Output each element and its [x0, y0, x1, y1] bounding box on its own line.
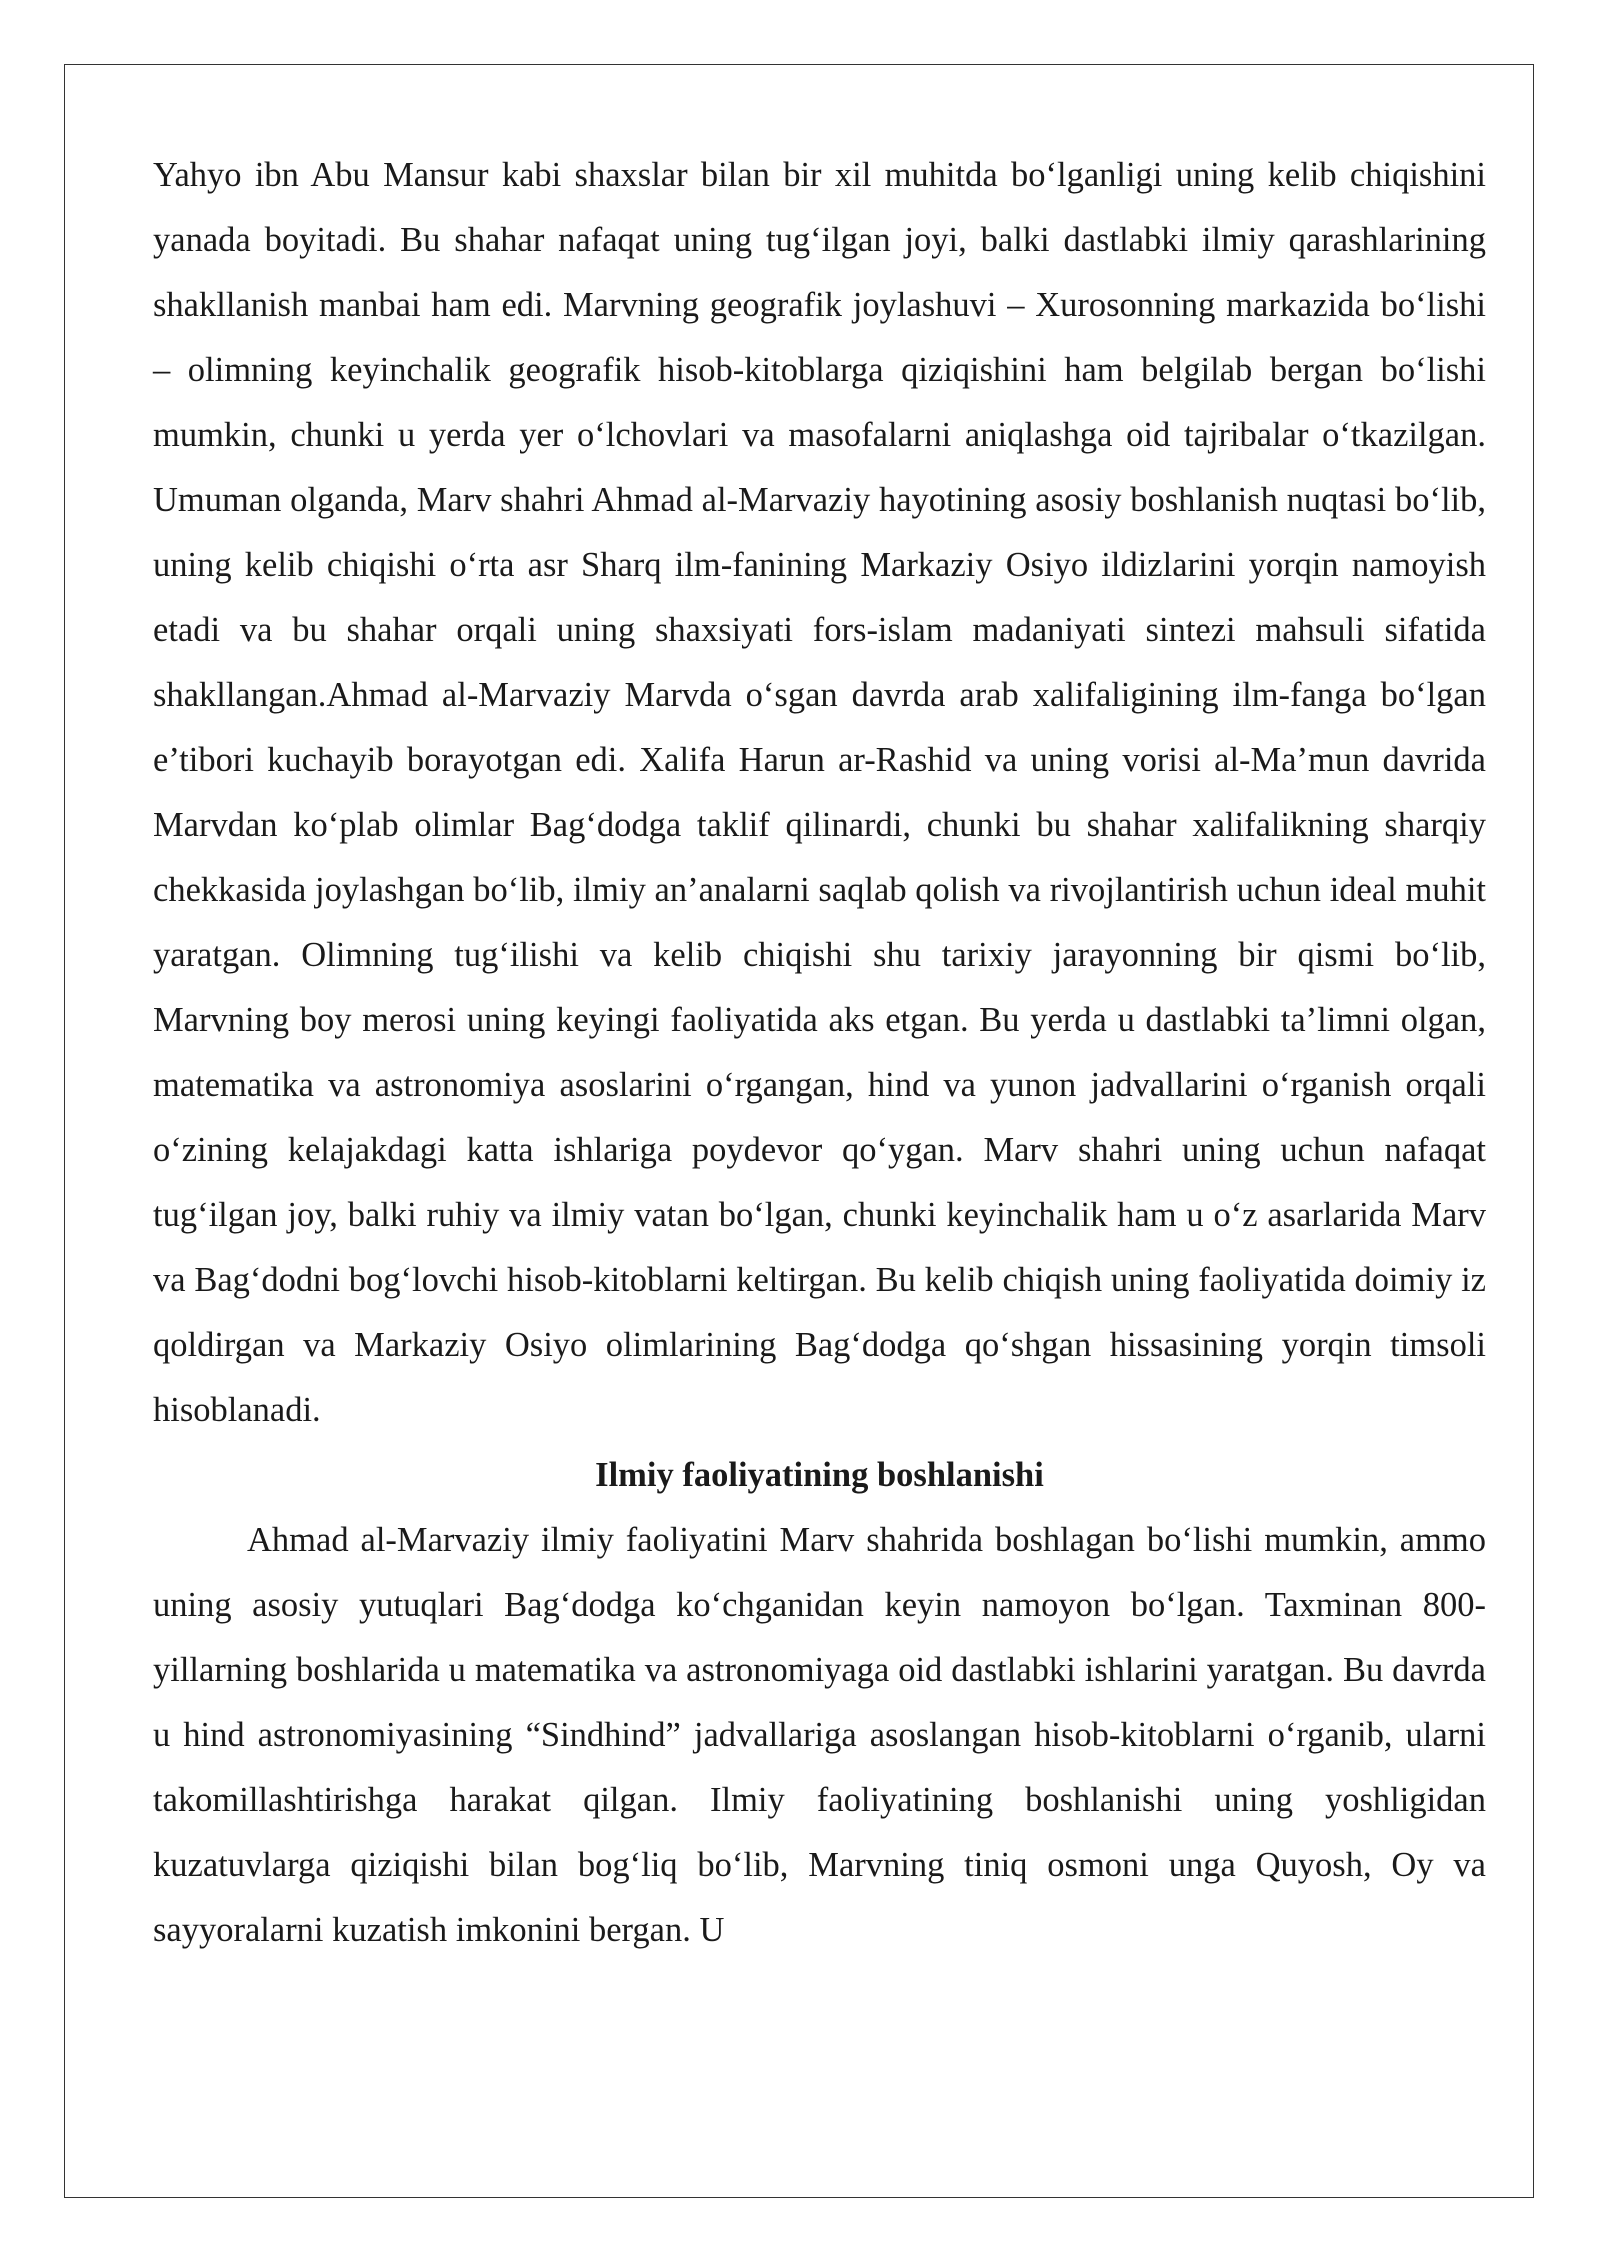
paragraph-scientific-beginnings: Ahmad al-Marvaziy ilmiy faoliyatini Marv shahrida boshlagan bo‘lishi mumkin, ammo uning asosiy yutuqlari Bag‘dodga ko‘chganidan keyin namoyon bo‘lgan. Taxminan 800-yillarning boshlarida u matematika va astronomiyaga oid dastlabki ishlarini yaratgan. Bu davrda u hind astronomiyasining “Sindhind” jadvallariga asoslangan hisob-kitoblarni o‘rganib, ularni takomillashtirishga harakat qilgan. Ilmiy faoliyatining boshlanishi uning yoshligidan kuzatuvlarga qiziqishi bilan bog‘liq bo‘lib, Marvning tiniq osmoni unga Quyosh, Oy va sayyoralarni kuzatish imkonini bergan. U: [153, 1521, 1486, 1949]
paragraph-marv-origins: Yahyo ibn Abu Mansur kabi shaxslar bilan bir xil muhitda bo‘lganligi uning kelib chiqishini yanada boyitadi. Bu shahar nafaqat uning tug‘ilgan joyi, balki dastlabki ilmiy qarashlarining shakllanish manbai ham edi. Marvning geografik joylashuvi – Xurosonning markazida bo‘lishi – olimning keyinchalik geografik hisob-kitoblarga qiziqishini ham belgilab bergan bo‘lishi mumkin, chunki u yerda yer o‘lchovlari va masofalarni aniqlashga oid tajribalar o‘tkazilgan. Umuman olganda, Marv shahri Ahmad al-Marvaziy hayotining asosiy boshlanish nuqtasi bo‘lib, uning kelib chiqishi o‘rta asr Sharq ilm-fanining Markaziy Osiyo ildizlarini yorqin namoyish etadi va bu shahar orqali uning shaxsiyati fors-islam madaniyati sintezi mahsuli sifatida shakllangan.Ahmad al-Marvaziy Marvda o‘sgan davrda arab xalifaligining ilm-fanga bo‘lgan e’tibori kuchayib borayotgan edi. Xalifa Harun ar-Rashid va uning vorisi al-Ma’mun davrida Marvdan ko‘plab olimlar Bag‘dodga taklif qilinardi, chunki bu shahar xalifalikning sharqiy chekkasida joylashgan bo‘lib, ilmiy an’analarni saqlab qolish va rivojlantirish uchun ideal muhit yaratgan. Olimning tug‘ilishi va kelib chiqishi shu tarixiy jarayonning bir qismi bo‘lib, Marvning boy merosi uning keyingi faoliyatida aks etgan. Bu yerda u dastlabki ta’limni olgan, matematika va astronomiya asoslarini o‘rgangan, hind va yunon jadvallarini o‘rganish orqali o‘zining kelajakdagi katta ishlariga poydevor qo‘ygan. Marv shahri uning uchun nafaqat tug‘ilgan joy, balki ruhiy va ilmiy vatan bo‘lgan, chunki keyinchalik ham u o‘z asarlarida Marv va Bag‘dodni bog‘lovchi hisob-kitoblarni keltirgan. Bu kelib chiqish uning faoliyatida doimiy iz qoldirgan va Markaziy Osiyo olimlarining Bag‘dodga qo‘shgan hissasining yorqin timsoli hisoblanadi.: [153, 156, 1486, 1429]
section-heading: Ilmiy faoliyatining boshlanishi: [595, 1456, 1044, 1494]
document-body: [153, 143, 1486, 1963]
